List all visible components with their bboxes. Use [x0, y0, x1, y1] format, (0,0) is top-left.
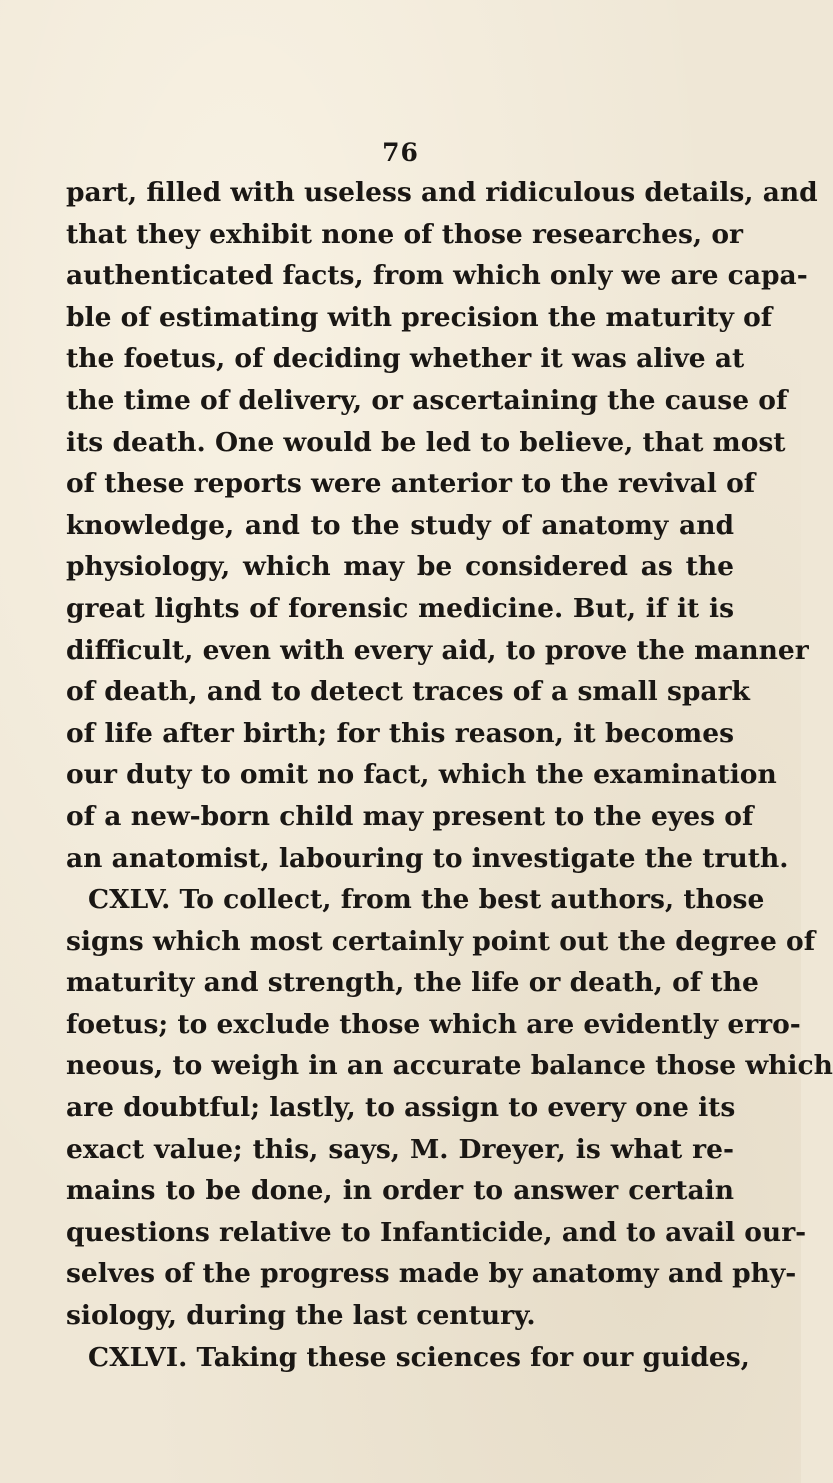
- text-line: questions relative to Infanticide, and to avail our-: [66, 1216, 807, 1248]
- text-line: authenticated facts, from which only we are capa-: [66, 260, 808, 292]
- page-number: 76: [382, 138, 419, 167]
- text-line: are doubtful; lastly, to assign to every one its: [66, 1092, 736, 1124]
- text-line: mains to be done, in order to answer certain: [66, 1175, 734, 1207]
- text-line: difficult, even with every aid, to prove the manner: [66, 634, 809, 666]
- text-line: knowledge, and to the study of anatomy and: [66, 509, 734, 541]
- text-line: of life after birth; for this reason, it becomes: [66, 717, 734, 749]
- text-line: of a new-born child may present to the eyes of: [66, 800, 754, 832]
- text-line: signs which most certainly point out the degree of: [66, 925, 816, 957]
- text-line: selves of the progress made by anatomy and phy-: [66, 1258, 797, 1290]
- text-line: foetus; to exclude those which are evidently erro-: [66, 1008, 801, 1040]
- text-line: part, filled with useless and ridiculous details, and: [66, 177, 818, 208]
- text-line: great lights of forensic medicine. But, if it is: [66, 592, 734, 624]
- text-line: physiology, which may be considered as the: [66, 551, 734, 583]
- text-line: ble of estimating with precision the maturity of: [66, 301, 773, 333]
- text-line: an anatomist, labouring to investigate the truth.: [66, 842, 789, 874]
- text-line: neous, to weigh in an accurate balance those which: [66, 1050, 833, 1082]
- section-heading-line: CXLVI. Taking these sciences for our guides,: [88, 1341, 750, 1373]
- text-line: of these reports were anterior to the revival of: [66, 468, 756, 500]
- text-line: that they exhibit none of those researches, or: [66, 218, 743, 250]
- text-line: our duty to omit no fact, which the examination: [66, 759, 777, 791]
- text-line: the foetus, of deciding whether it was alive at: [66, 343, 745, 375]
- text-line: siology, during the last century.: [66, 1300, 536, 1332]
- section-heading-line: CXLV. To collect, from the best authors, those: [88, 884, 765, 916]
- body-text: [66, 172, 833, 1378]
- text-line: the time of delivery, or ascertaining the cause of: [66, 384, 788, 416]
- text-line: exact value; this, says, M. Dreyer, is what re-: [66, 1133, 734, 1165]
- text-line: its death. One would be led to believe, that most: [66, 426, 786, 458]
- text-line: of death, and to detect traces of a small spark: [66, 676, 750, 708]
- text-line: maturity and strength, the life or death, of the: [66, 967, 759, 999]
